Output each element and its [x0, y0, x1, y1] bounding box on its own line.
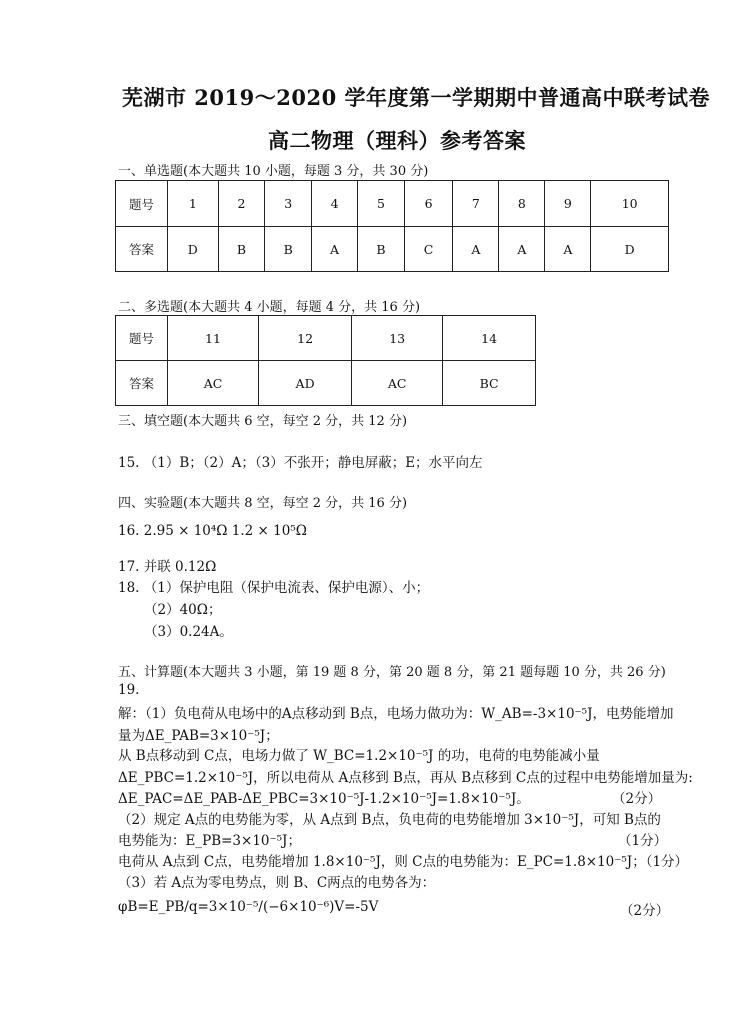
question-number-cell: 2: [218, 181, 265, 227]
solution-line-3: 从 B点移动到 C点，电场力做了 W_BC=1.2×10⁻⁵J 的功，电荷的电势能减小量: [118, 748, 600, 764]
answer-cell: B: [265, 227, 312, 272]
table-row: [116, 316, 536, 361]
document-subtitle: 高二物理（理科）参考答案: [268, 128, 526, 153]
answer-15: 15. （1）B；（2）A；（3）不张开；静电屏蔽；E；水平向左: [118, 455, 483, 471]
answer-cell: A: [499, 227, 545, 272]
question-number-cell: 14: [443, 316, 536, 361]
answer-cell: AC: [168, 361, 259, 406]
answer-18-part3: （3）0.24A。: [144, 624, 233, 640]
solution-line-9: （3）若 A点为零电势点，则 B、C两点的电势各为：: [118, 875, 436, 891]
answer-18-part2: （2）40Ω；: [144, 602, 222, 618]
question-number-cell: 12: [259, 316, 352, 361]
solution-line-6: （2）规定 A点的电势能为零，从 A点到 B点，负电荷的电势能增加 3×10⁻⁵J，可知 B点的: [118, 812, 661, 828]
section3-heading: 三、填空题(本大题共 6 空，每空 2 分，共 12 分): [118, 414, 408, 429]
solution-line-5: ΔE_PAC=ΔE_PAB-ΔE_PBC=3×10⁻⁵J-1.2×10⁻⁵J=1.8×10⁻⁵J。: [118, 791, 530, 807]
table-row: [116, 227, 669, 272]
question-number-cell: 11: [168, 316, 259, 361]
answer-16: 16. 2.95 × 10⁴Ω 1.2 × 10⁵Ω: [118, 523, 307, 539]
answer-cell: A: [453, 227, 499, 272]
section4-heading: 四、实验题(本大题共 8 空，每空 2 分，共 16 分): [118, 496, 408, 511]
answer-cell: A: [545, 227, 591, 272]
question-number-cell: 5: [358, 181, 405, 227]
solution-line-8: 电荷从 A点到 C点，电势能增加 1.8×10⁻⁵J，则 C点的电势能为：E_PC=1.8×10⁻⁵J；（1分）: [118, 854, 689, 870]
score-mark: （1分）: [618, 833, 668, 849]
answer-cell: A: [312, 227, 358, 272]
answer-cell: B: [358, 227, 405, 272]
question-number-cell: 13: [352, 316, 443, 361]
section1-heading: 一、单选题(本大题共 10 小题，每题 3 分，共 30 分): [118, 164, 429, 179]
question-number-cell: 10: [591, 181, 669, 227]
answer-cell: BC: [443, 361, 536, 406]
solution-line-7: 电势能为：E_PB=3×10⁻⁵J；: [118, 833, 301, 849]
question-number-cell: 9: [545, 181, 591, 227]
multiple-choice-table: [115, 315, 536, 406]
question-number-cell: 8: [499, 181, 545, 227]
answer-cell: B: [218, 227, 265, 272]
row-label: 题号: [116, 181, 168, 227]
single-choice-table: [115, 180, 669, 272]
score-mark: （2分）: [620, 903, 670, 919]
solution-line-2: 量为ΔE_PAB=3×10⁻⁵J；: [118, 728, 279, 744]
answer-cell: AC: [352, 361, 443, 406]
row-label: 答案: [116, 361, 168, 406]
answer-17: 17. 并联 0.12Ω: [118, 559, 217, 575]
answer-18-part1: 18. （1）保护电阻（保护电流表、保护电源）、小；: [118, 580, 430, 596]
score-mark: （2分）: [612, 791, 662, 807]
table-row: [116, 361, 536, 406]
question-number-cell: 1: [168, 181, 219, 227]
table-row: [116, 181, 669, 227]
answer-cell: C: [404, 227, 453, 272]
solution-line-4: ΔE_PBC=1.2×10⁻⁵J，所以电荷从 A点移到 B点，再从 B点移到 C点的过程中电势能增加量为:: [118, 770, 693, 786]
section5-heading: 五、计算题(本大题共 3 小题，第 19 题 8 分，第 20 题 8 分，第 21 题每题 10 分，共 26 分): [118, 665, 666, 680]
question-19-label: 19.: [118, 682, 140, 698]
answer-cell: AD: [259, 361, 352, 406]
solution-line-10: φB=E_PB/q=3×10⁻⁵/(−6×10⁻⁶)V=-5V: [118, 899, 379, 915]
document-title: 芜湖市 2019～2020 学年度第一学期期中普通高中联考试卷: [122, 85, 711, 110]
answer-cell: D: [591, 227, 669, 272]
section2-heading: 二、多选题(本大题共 4 小题，每题 4 分，共 16 分): [118, 300, 421, 315]
solution-line-1: 解：（1）负电荷从电场中的A点移动到 B点，电场力做功为：W_AB=-3×10⁻⁵J，电势能增加: [118, 706, 674, 722]
question-number-cell: 6: [404, 181, 453, 227]
row-label: 题号: [116, 316, 168, 361]
question-number-cell: 4: [312, 181, 358, 227]
row-label: 答案: [116, 227, 168, 272]
question-number-cell: 3: [265, 181, 312, 227]
question-number-cell: 7: [453, 181, 499, 227]
answer-cell: D: [168, 227, 219, 272]
